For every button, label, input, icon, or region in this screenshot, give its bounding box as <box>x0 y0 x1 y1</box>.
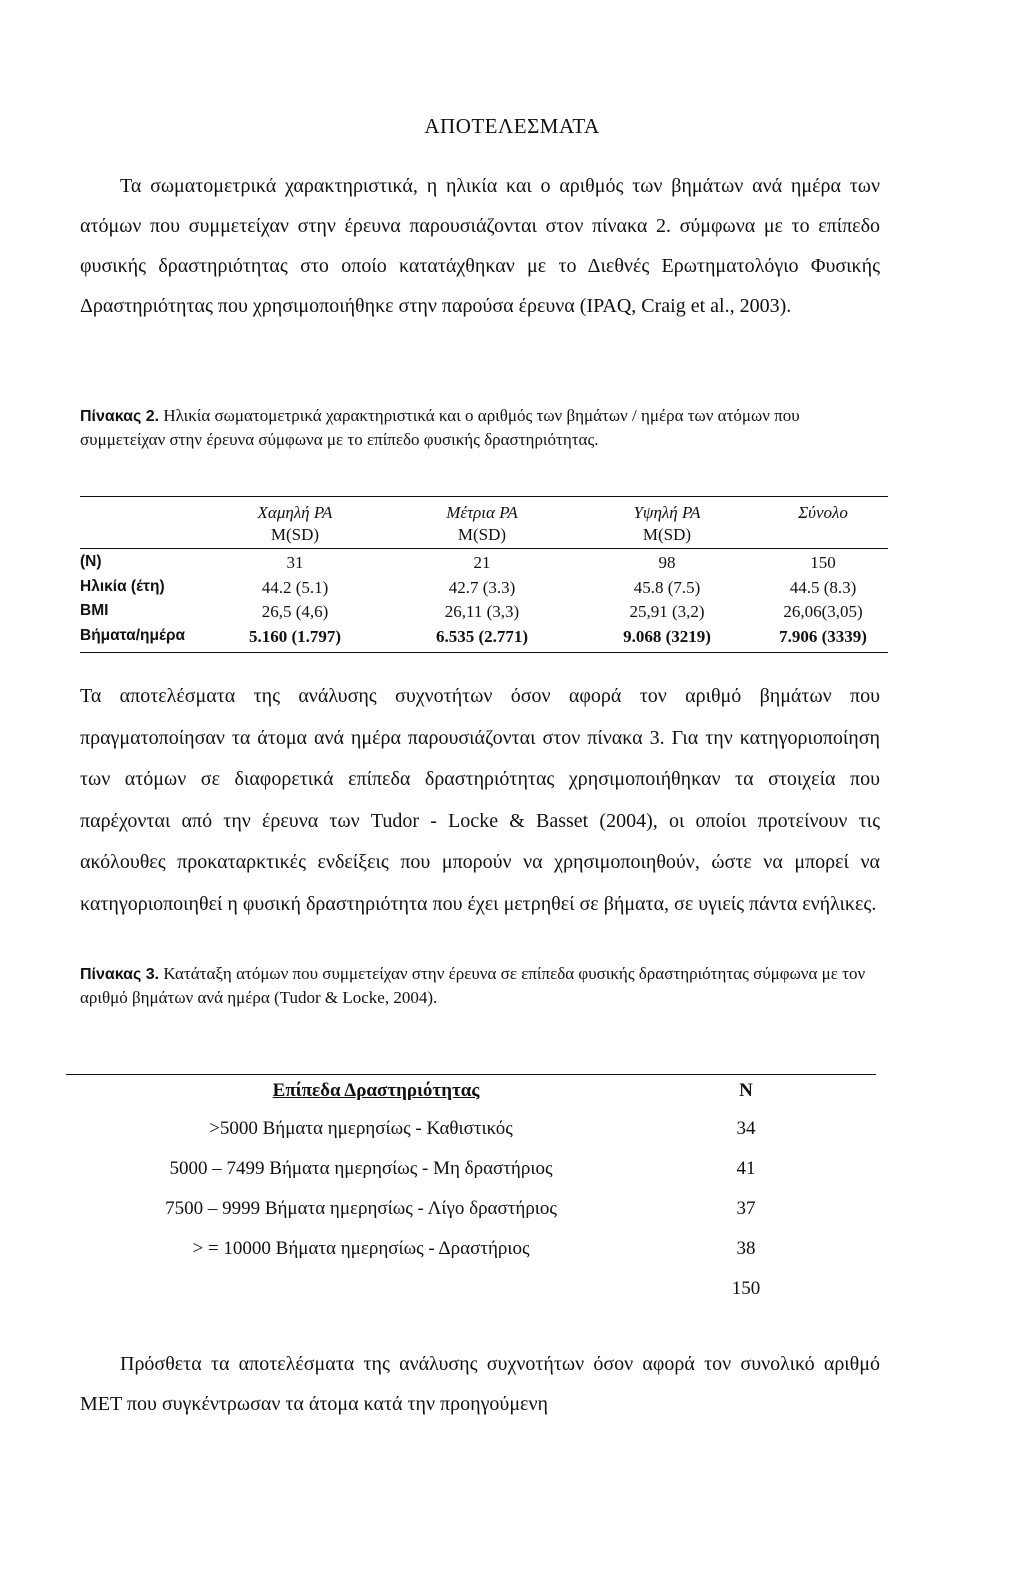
table-cell: 21 <box>473 553 491 572</box>
table-row <box>66 1198 876 1238</box>
paragraph-2-text: Τα αποτελέσματα της ανάλυσης συχνοτήτων όσον αφορά τον αριθμό βημάτων που πραγματοποίησαν τα άτομα ανά ημέρα παρουσιάζονται στον πίνακα 3. Για την κατηγοριοποίηση των ατόμων σε διαφορετικά επίπεδα δραστηριότητας χρησιμοποιήθηκαν τα στοιχεία που παρέχονται από την έρευνα των Tudor - Locke & Basset (2004), οι οποίοι προτείνουν τις ακόλουθες προκαταρκτικές ενδείξεις που μπορούν να χρησιμοποιηθούν, ώστε να μπορεί να κατηγοριοποιηθεί η φυσική δραστηριότητα που έχει μετρηθεί σε βήματα, σε υγιείς πάντα ενήλικες. <box>80 685 880 915</box>
table-cell: 6.535 (2.771) <box>435 627 529 646</box>
table-row <box>66 1158 876 1198</box>
results-paragraph-2 <box>80 676 880 925</box>
table-3-header-level: Επίπεδα Δραστηριότητας <box>272 1080 480 1101</box>
row-label: BMI <box>80 602 109 619</box>
column-name: Σύνολο <box>798 503 848 522</box>
table-row <box>80 627 888 653</box>
column-sub: M(SD) <box>642 525 692 544</box>
table-row <box>80 553 888 579</box>
table-row <box>66 1118 876 1158</box>
table-cell: 25,91 (3,2) <box>629 602 705 621</box>
section-heading: ΑΠΟΤΕΛΕΣΜΑΤΑ <box>424 114 600 138</box>
table-2-header-rule <box>80 548 888 549</box>
activity-level: > = 10000 Βήματα ημερησίως - Δραστήριος <box>192 1238 530 1259</box>
row-label: Βήματα/ημέρα <box>80 627 186 644</box>
activity-level: >5000 Βήματα ημερησίως - Καθιστικός <box>209 1118 513 1139</box>
table-row <box>80 602 888 628</box>
row-label: Ηλικία (έτη) <box>80 578 165 595</box>
table-cell: 7.906 (3339) <box>779 627 867 646</box>
table-cell: 98 <box>658 553 676 572</box>
table-2-caption <box>80 404 880 451</box>
table-2-bottom-rule <box>80 652 888 653</box>
table-2-label: Πίνακας 2. <box>80 408 160 425</box>
table-3-caption-text: Κατάταξη ατόμων που συμμετείχαν στην έρευνα σε επίπεδα φυσικής δραστηριότητας σύμφωνα με τον αριθμό βημάτων ανά ημέρα (Tudor & Locke, 2004). <box>80 964 866 1007</box>
table-2-header-high <box>602 502 732 546</box>
table-cell: 9.068 (3219) <box>623 627 711 646</box>
table-cell: 5.160 (1.797) <box>248 627 342 646</box>
total-count: 150 <box>731 1278 761 1299</box>
table-3-top-rule <box>66 1074 876 1075</box>
table-2-header-total <box>758 502 888 524</box>
paragraph-1-text: Τα σωματομετρικά χαρακτηριστικά, η ηλικία και ο αριθμός των βημάτων ανά ημέρα των ατόμων που συμμετείχαν στην έρευνα παρουσιάζονται στον πίνακα 2. σύμφωνα με το επίπεδο φυσικής δραστηριότητας στο οποίο κατατάχθηκαν με το Διεθνές Ερωτηματολόγιο Φυσικής Δραστηριότητας που χρησιμοποιήθηκε στην παρούσα έρευνα (IPAQ, Craig et al., 2003). <box>80 175 880 317</box>
column-sub: M(SD) <box>270 525 320 544</box>
table-cell: 150 <box>810 553 836 572</box>
table-cell: 42.7 (3.3) <box>448 578 516 597</box>
table-cell: 31 <box>286 553 304 572</box>
table-row <box>66 1238 876 1278</box>
activity-level: 7500 – 9999 Βήματα ημερησίως - Λίγο δραστήριος <box>165 1198 557 1219</box>
column-name: Μέτρια PA <box>446 503 518 522</box>
table-3-label: Πίνακας 3. <box>80 966 160 983</box>
table-cell: 44.2 (5.1) <box>261 578 329 597</box>
column-name: Χαμηλή PA <box>257 503 333 522</box>
paragraph-3-text: Πρόσθετα τα αποτελέσματα της ανάλυσης συχνοτήτων όσον αφορά τον συνολικό αριθμό ΜΕΤ που συγκέντρωσαν τα άτομα κατά την προηγούμενη <box>80 1353 880 1415</box>
table-2-header-low <box>230 502 360 546</box>
column-sub: M(SD) <box>457 525 507 544</box>
table-2-caption-text: Ηλικία σωματομετρικά χαρακτηριστικά και ο αριθμός των βημάτων / ημέρα των ατόμων που συμμετείχαν στην έρευνα σύμφωνα με το επίπεδο φυσικής δραστηριότητας. <box>80 406 800 449</box>
activity-level: 5000 – 7499 Βήματα ημερησίως - Μη δραστήριος <box>169 1158 553 1179</box>
table-3-caption <box>80 962 880 1009</box>
column-name: Υψηλή PA <box>633 503 701 522</box>
count-value: 41 <box>736 1158 756 1179</box>
results-paragraph-1 <box>80 166 880 326</box>
table-cell: 26,11 (3,3) <box>444 602 520 621</box>
row-label: (N) <box>80 553 102 570</box>
table-2-top-rule <box>80 496 888 497</box>
table-cell: 26,5 (4,6) <box>261 602 329 621</box>
results-paragraph-3 <box>80 1344 880 1424</box>
table-3-header-n: Ν <box>739 1080 753 1101</box>
count-value: 37 <box>736 1198 756 1219</box>
count-value: 34 <box>736 1118 756 1139</box>
table-total-row <box>66 1278 876 1318</box>
table-row <box>80 578 888 604</box>
table-cell: 44.5 (8.3) <box>789 578 857 597</box>
table-2-header-moderate <box>417 502 547 546</box>
count-value: 38 <box>736 1238 756 1259</box>
table-cell: 45.8 (7.5) <box>633 578 701 597</box>
table-cell: 26,06(3,05) <box>783 602 863 621</box>
